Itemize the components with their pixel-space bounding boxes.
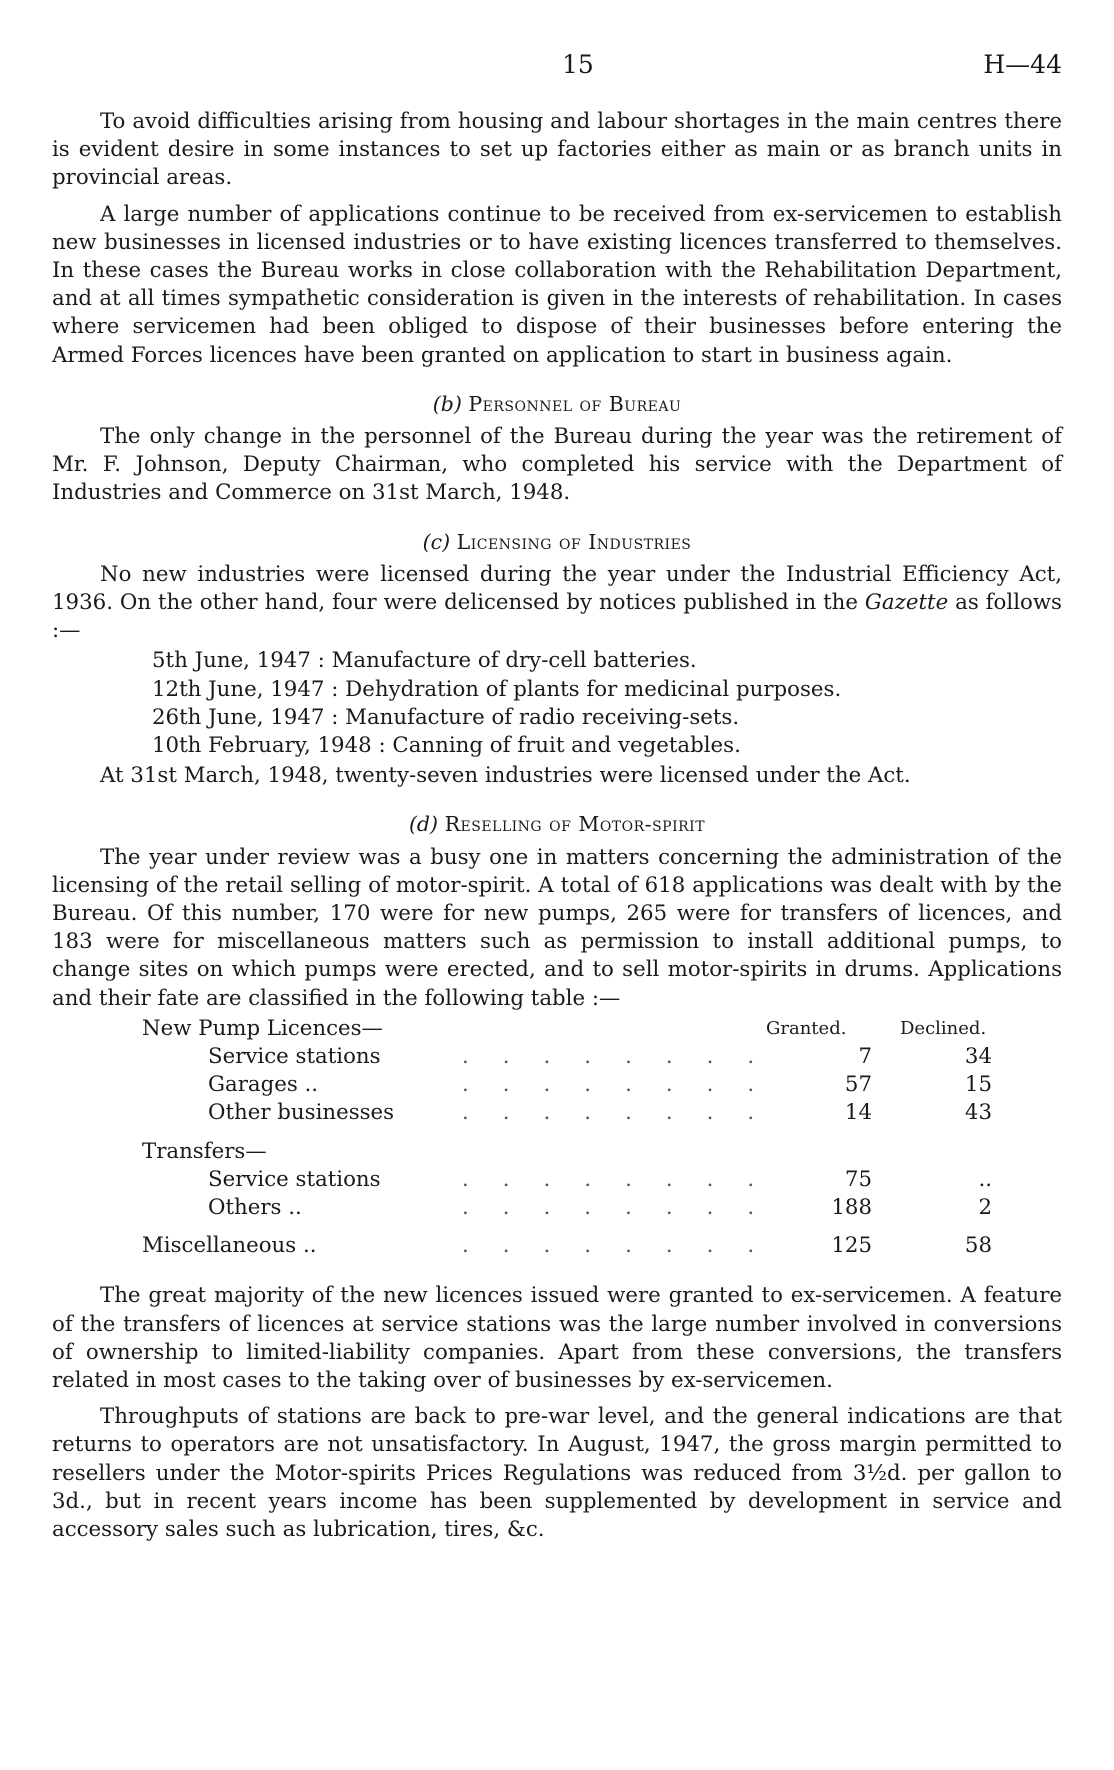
table-row: Others .. ........ 188 2 (52, 1194, 1062, 1222)
section-b-heading (52, 390, 1062, 418)
list-item: 26th June, 1947 : Manufacture of radio receiving-sets. (152, 704, 740, 730)
section-d-title: Reselling of Motor-spirit (444, 812, 706, 837)
group-new-pump-licences: New Pump Licences— (142, 1015, 383, 1041)
intro-paragraph-1: To avoid difficulties arising from housing and labour shortages in the main centres there is evident desire in some instances to set up factories either as main or as branch units in provincial areas. (52, 109, 1062, 191)
list-item: 5th June, 1947 : Manufacture of dry-cell batteries. (152, 648, 697, 674)
declined-value: 34 (964, 1044, 992, 1070)
section-d-heading (52, 810, 1062, 838)
section-b-paragraph: The only change in the personnel of the Bureau during the year was the retirement of Mr. F. Johnson, Deputy Chairman, who completed his service with the Department of Industries and Commerce on 31st March, 1948. (52, 424, 1062, 506)
section-d-paragraph-after-1: The great majority of the new licences issued were granted to ex-servicemen. A feature of the transfers of licences at service stations was the large number involved in conversions of ownership to limited-liability companies. Apart from these conversions, the transfers related in most cases to the taking over of businesses by ex-servicemen. (52, 1283, 1062, 1393)
granted-value: 57 (844, 1072, 872, 1098)
table-row: Garages .. ........ 57 15 (52, 1071, 1062, 1099)
row-label: Service stations (208, 1166, 381, 1192)
applications-table (52, 1015, 1062, 1261)
section-c-title: Licensing of Industries (456, 529, 692, 554)
section-c-text-start: No new industries were licensed during the year under the Industrial Efficiency Act, 1936. On the other hand, four were delicensed by notices published in the (52, 561, 1062, 616)
row-label: Service stations (208, 1044, 381, 1070)
granted-value: 7 (858, 1044, 872, 1070)
section-b-title: Personnel of Bureau (468, 391, 682, 416)
table-group-row (52, 1138, 1062, 1166)
granted-value: 14 (844, 1100, 872, 1126)
row-label: Other businesses (208, 1100, 395, 1126)
section-c-text-end: as follows :— (52, 590, 1062, 644)
table-row: Service stations ........ 7 34 (52, 1043, 1062, 1071)
section-c-heading (52, 528, 1062, 556)
section-d-paragraph: The year under review was a busy one in matters concerning the administration of the licensing of the retail selling of motor-spirit. A total of 618 applications was dealt with by the Bureau. Of this number, 170 were for new pumps, 265 were for transfers of licences, and 183 were for miscellaneous matters such as permission to install additional pumps, to change sites on which pumps were erected, and to sell motor-spirits in drums. Applications and their fate are classified in the following table :— (52, 844, 1062, 1011)
list-item: 10th February, 1948 : Canning of fruit and vegetables. (152, 733, 741, 759)
gazette-italic: Gazette (864, 590, 949, 616)
row-label: Others .. (208, 1194, 302, 1220)
declined-value: 2 (978, 1194, 992, 1220)
table-row: Miscellaneous .. ........ 125 58 (52, 1232, 1062, 1260)
section-c-closing: At 31st March, 1948, twenty-seven industries were licensed under the Act. (100, 763, 911, 789)
intro-paragraph-2: A large number of applications continue to be received from ex-servicemen to establish new businesses in licensed industries or to have existing licences transferred to themselves. In these cases the Bureau works in close collaboration with the Rehabilitation Department, and at all times sympathetic consideration is given in the interests of rehabilitation. In cases where servicemen had been obliged to dispose of their businesses before entering the Armed Forces licences have been granted on application to start in business again. (52, 201, 1062, 368)
section-c-paragraph (52, 561, 1062, 646)
row-label: Miscellaneous .. (142, 1233, 317, 1259)
section-d-paragraph-after-2: Throughputs of stations are back to pre-war level, and the general indications are that returns to operators are not unsatisfactory. In August, 1947, the gross margin permitted to resellers under the Motor-spirits Prices Regulations was reduced from 3½d. per gallon to 3d., but in recent years income has been supplemented by development in service and accessory sales such as lubrication, tires, &c. (52, 1404, 1062, 1542)
table-row: Service stations ........ 75 .. (52, 1166, 1062, 1194)
delicensed-list (152, 647, 1062, 760)
page-body (52, 108, 1062, 1544)
row-label: Garages .. (208, 1072, 319, 1098)
table-header-row (52, 1015, 1062, 1043)
declined-value: 15 (964, 1072, 992, 1098)
table-row: Other businesses ........ 14 43 (52, 1099, 1062, 1127)
page-number: 15 (562, 50, 594, 79)
document-reference: H—44 (983, 50, 1062, 79)
group-transfers: Transfers— (142, 1138, 267, 1164)
declined-value: 58 (964, 1233, 992, 1259)
section-d-marker: (d) (408, 812, 439, 837)
granted-value: 188 (831, 1194, 872, 1220)
section-c-marker: (c) (422, 529, 451, 554)
list-item: 12th June, 1947 : Dehydration of plants for medicinal purposes. (152, 676, 842, 702)
declined-value: 43 (964, 1100, 992, 1126)
column-granted-header: Granted. (766, 1017, 847, 1039)
declined-value: .. (978, 1166, 992, 1192)
granted-value: 75 (844, 1166, 872, 1192)
column-declined-header: Declined. (900, 1017, 987, 1039)
granted-value: 125 (831, 1233, 872, 1259)
section-b-marker: (b) (432, 391, 462, 416)
page-header (52, 50, 1062, 86)
